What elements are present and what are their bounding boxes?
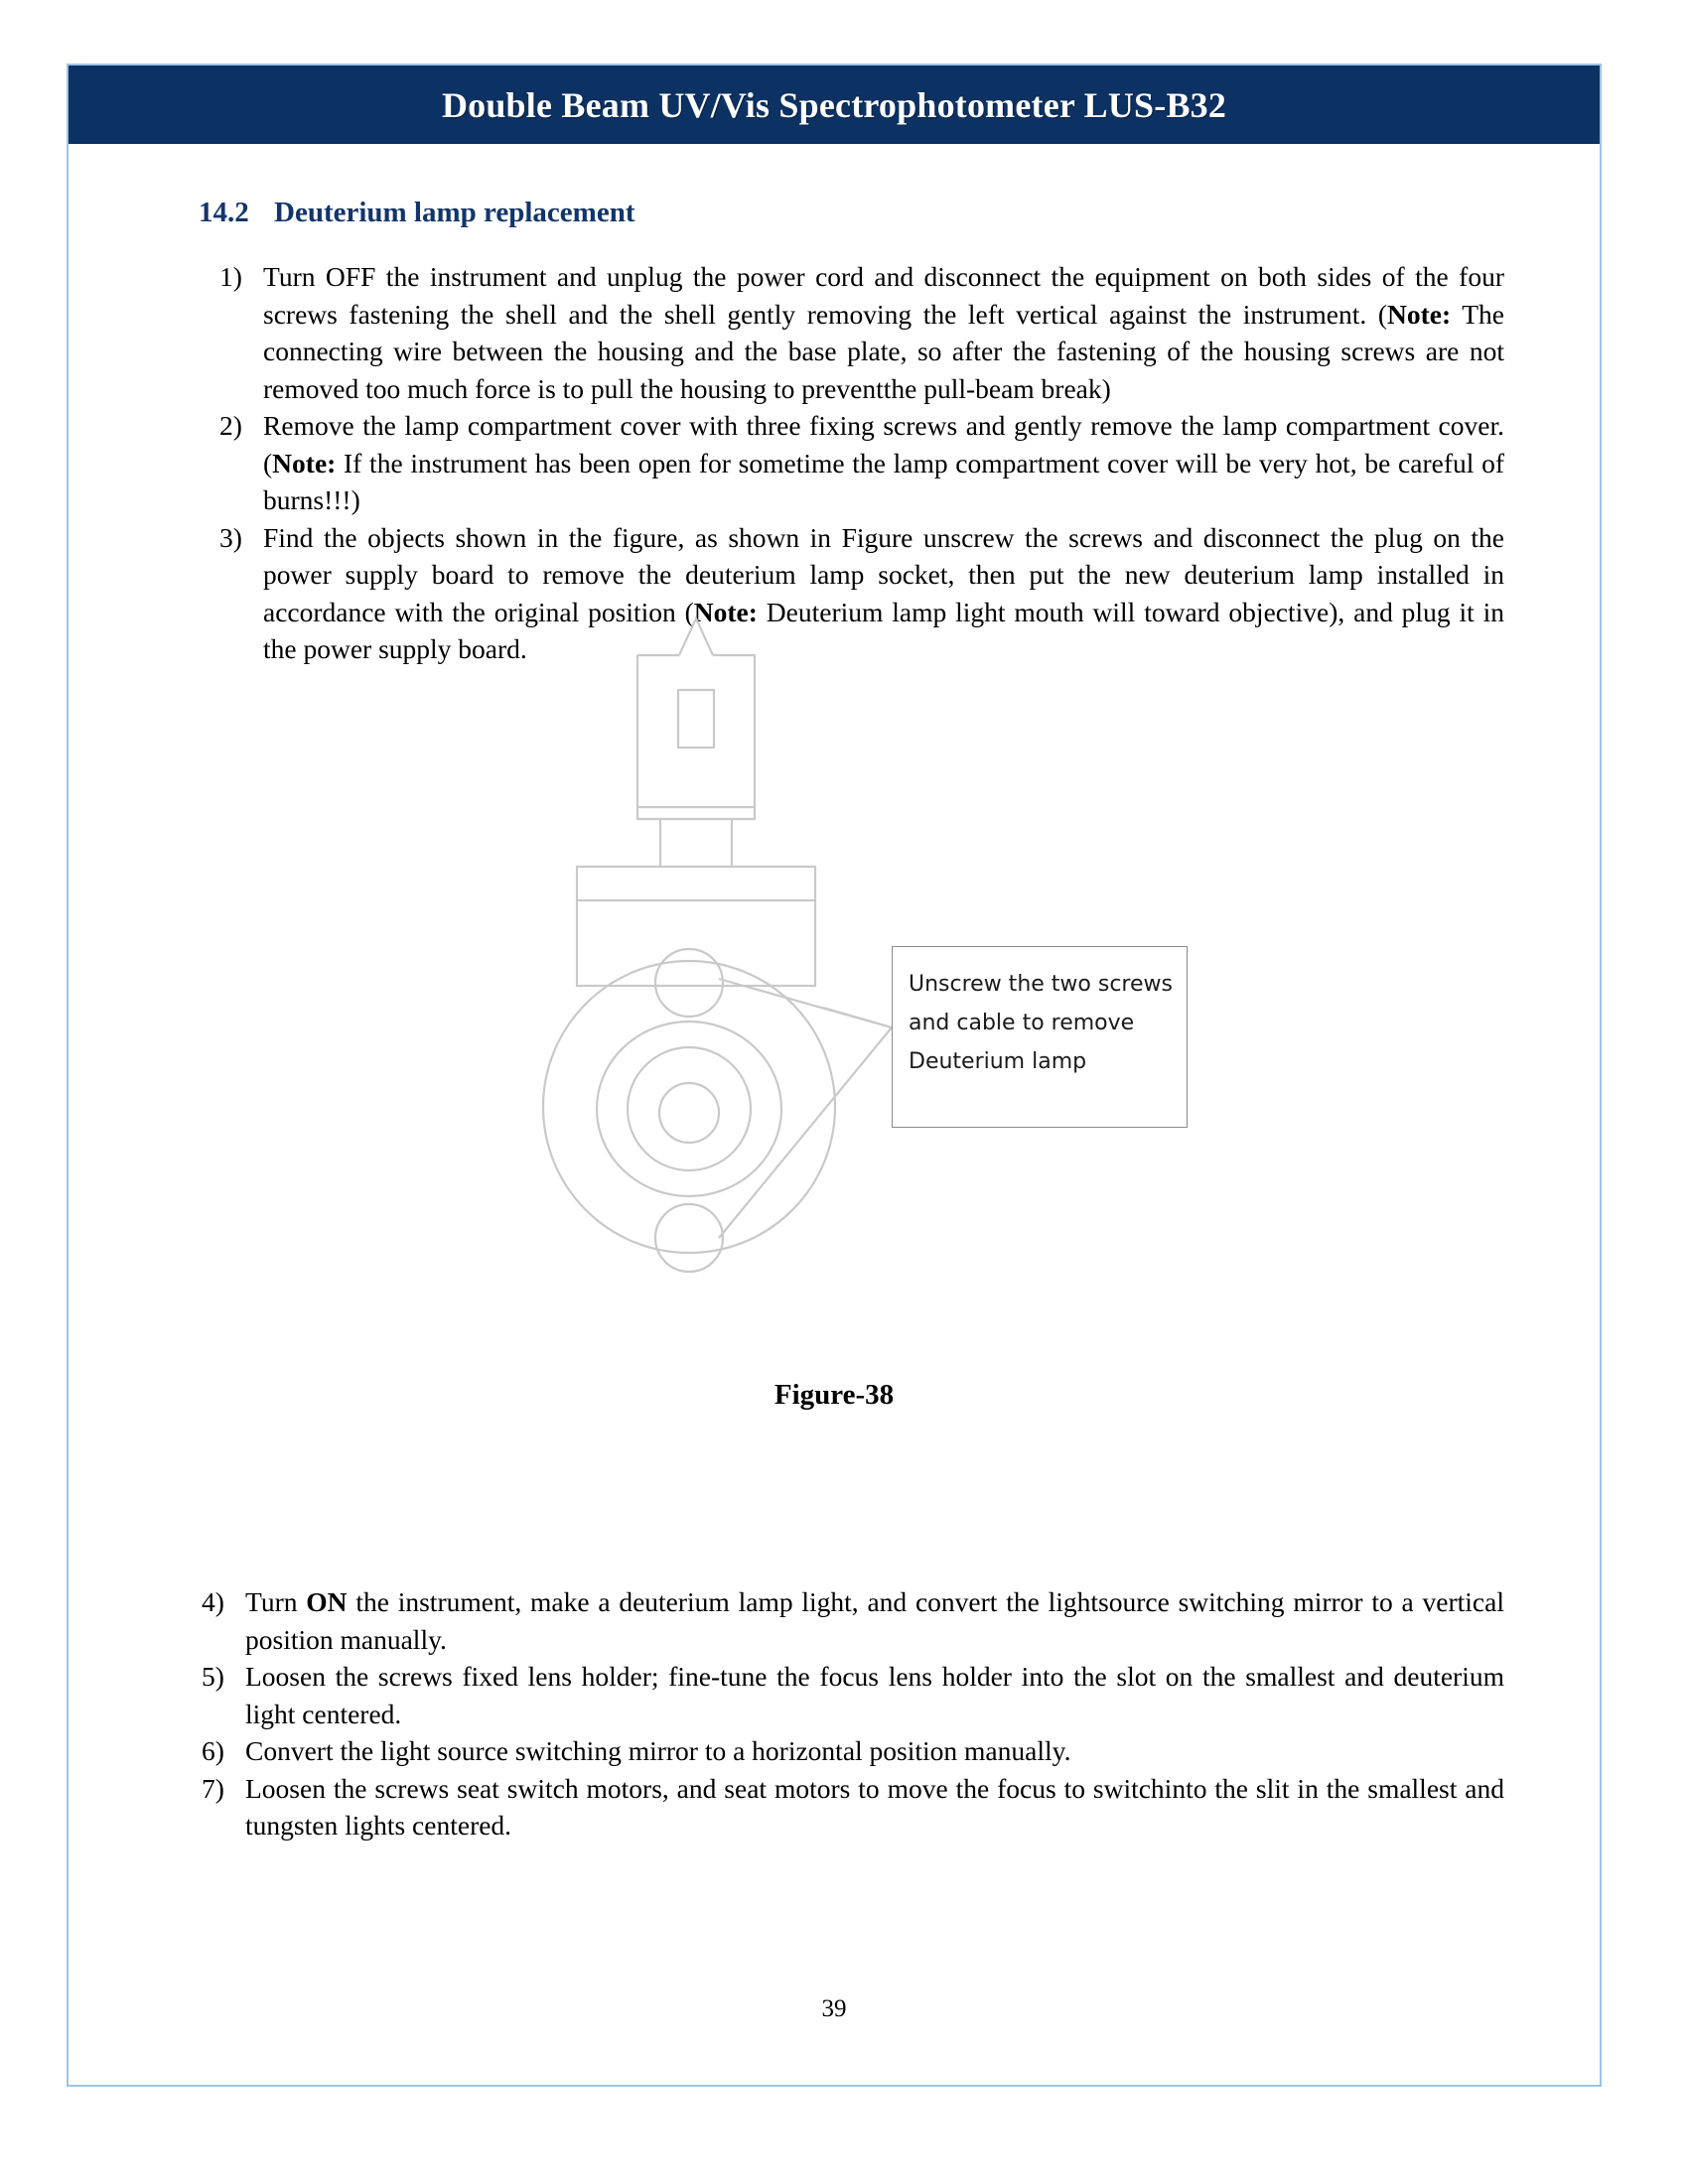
lamp-base-block	[577, 867, 815, 986]
list-marker: 7)	[202, 1772, 224, 1804]
section-heading	[199, 197, 635, 229]
list-item-text: Turn ON the instrument, make a deuterium lamp light, and convert the lightsource switching mirror to a vertical position manually.	[245, 1586, 1504, 1655]
section-title: Deuterium lamp replacement	[274, 197, 635, 228]
list-marker: 6)	[202, 1735, 224, 1766]
list-marker: 3)	[219, 521, 242, 553]
lamp-tip	[679, 618, 713, 655]
list-marker: 5)	[202, 1661, 224, 1692]
list-marker: 2)	[219, 410, 242, 441]
page-number: 39	[821, 1995, 847, 2022]
socket-center	[659, 1083, 719, 1143]
lamp-envelope	[637, 655, 755, 819]
figure-drawing	[69, 611, 1600, 1365]
list-item-text: Convert the light source switching mirror to a horizontal position manually.	[245, 1735, 1071, 1766]
page-content	[69, 144, 1600, 2085]
callout-line-1: Unscrew the two screws	[909, 972, 1173, 997]
instruction-list-top	[69, 258, 1600, 668]
on-label: ON	[306, 1586, 348, 1617]
list-item-text: Turn OFF the instrument and unplug the power cord and disconnect the equipment on both sides of the four screws fastening the shell and the shell gently removing the left vertical against the instrument. (Note: The connecting wire between the housing and the base plate, so after the fastening of the housing screws are not removed too much force is to pull the housing to preventthe pull-beam break)	[263, 261, 1504, 404]
note-label: Note:	[272, 447, 337, 478]
figure-38	[69, 611, 1600, 1412]
screw-hole-top	[655, 949, 723, 1017]
list-item	[69, 1732, 1600, 1770]
lamp-window	[678, 690, 714, 748]
section-number: 14.2	[199, 197, 249, 228]
list-item-text: Find the objects shown in the figure, as shown in Figure unscrew the screws and disconnect the plug on the power supply board to remove the deuterium lamp socket, then put the new deuterium lamp installed in accordance with the original position (Note: Deuterium lamp light mouth will toward objective), and plug it in the power supply board.	[263, 521, 1504, 664]
socket-ring-inner	[628, 1047, 751, 1170]
list-item	[69, 407, 1600, 519]
list-item-text: Remove the lamp compartment cover with three fixing screws and gently remove the lamp compartment cover. (Note: If the instrument has been open for sometime the lamp compartment cover will be very hot, be careful of burns!!!)	[263, 410, 1504, 515]
list-item	[69, 1658, 1600, 1732]
callout-leader-mid	[823, 1008, 892, 1027]
list-marker: 4)	[202, 1586, 224, 1617]
document-title: Double Beam UV/Vis Spectrophotometer LUS-B32	[441, 84, 1227, 125]
note-label: Note:	[693, 596, 758, 627]
callout-line-3: Deuterium lamp	[909, 1049, 1087, 1074]
page-header-banner	[69, 66, 1600, 144]
lamp-neck	[660, 819, 732, 867]
list-marker: 1)	[219, 261, 242, 292]
list-item	[69, 1770, 1600, 1844]
instruction-list-bottom	[69, 1583, 1600, 1844]
list-item-text: Loosen the screws fixed lens holder; fine-tune the focus lens holder into the slot on the smallest and deuterium light centered.	[245, 1661, 1504, 1729]
callout-line-2: and cable to remove	[909, 1011, 1135, 1035]
list-item-text: Loosen the screws seat switch motors, and seat motors to move the focus to switchinto the slit in the smallest and tungsten lights centered.	[245, 1772, 1504, 1841]
screw-hole-bottom	[655, 1204, 723, 1272]
list-item	[69, 258, 1600, 407]
figure-caption: Figure-38	[774, 1379, 895, 1411]
list-item	[69, 1583, 1600, 1658]
mounting-flange	[543, 961, 835, 1253]
callout-box	[892, 946, 1188, 1128]
note-label: Note:	[1387, 298, 1452, 330]
